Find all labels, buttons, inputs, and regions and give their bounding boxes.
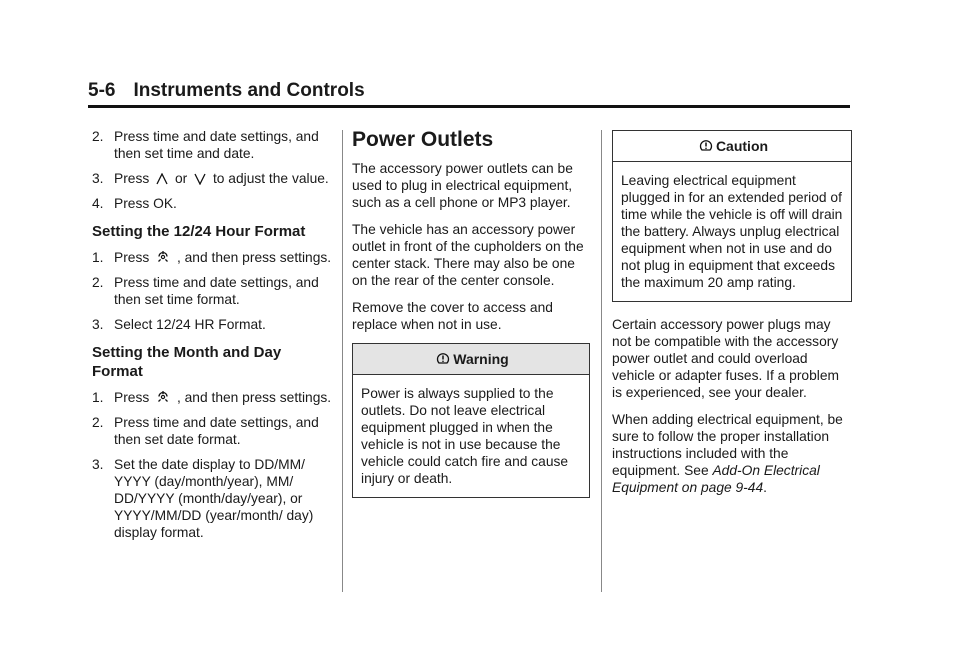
- step-number: 4.: [92, 196, 104, 211]
- heading-month-day-format: Setting the Month and Day Format: [92, 344, 282, 380]
- step-text: Set the date display to DD/MM/ YYYY (day/month/year), MM/ DD/YYYY (month/day/year), or YYYY/MM/DD (year/month/ day) display format.: [114, 457, 314, 540]
- caution-text: Leaving electrical equipment plugged in for an extended period of time while the vehicle is off will drain the battery. Always unplug electrical equipment when not in use and do not plug in equipment that exceeds the maximum 20 amp rating.: [621, 173, 843, 290]
- column-divider-1: [342, 130, 343, 592]
- step-text-post: to adjust the value.: [212, 171, 329, 186]
- step-item: [92, 274, 336, 308]
- paragraph: Certain accessory power plugs may not be compatible with the accessory power outlet and could overload vehicle or adapter fuses. If a problem is experienced, see your dealer.: [612, 317, 840, 400]
- chevron-up-icon: [156, 173, 168, 185]
- step-number: 2.: [92, 275, 104, 290]
- warning-header: [353, 344, 589, 375]
- step-number: 1.: [92, 390, 104, 405]
- step-text-pre: Press: [114, 171, 150, 186]
- heading-12-24-format: Setting the 12/24 Hour Format: [92, 223, 306, 240]
- warning-text: Power is always supplied to the outlets. Do not leave electrical equipment plugged in when the vehicle is not in use because the vehicle could catch fire and cause injury or death.: [361, 386, 569, 486]
- page-header: [88, 80, 850, 102]
- step-item: [92, 128, 336, 162]
- paragraph-end: .: [763, 480, 767, 495]
- warning-box: [352, 343, 590, 498]
- step-text: Select 12/24 HR Format.: [114, 317, 266, 332]
- step-text-mid: or: [174, 171, 188, 186]
- caution-header: [613, 131, 851, 162]
- section-title: Instruments and Controls: [133, 80, 365, 101]
- step-text: Press time and date settings, and then set time format.: [114, 275, 319, 307]
- step-item: [92, 389, 336, 406]
- step-number: 3.: [92, 317, 104, 332]
- column-divider-2: [601, 130, 602, 592]
- step-number: 1.: [92, 250, 104, 265]
- step-text-post: , and then press settings.: [176, 390, 332, 405]
- step-item: [92, 316, 336, 333]
- step-text: Press time and date settings, and then set time and date.: [114, 129, 319, 161]
- chevron-down-icon: [194, 173, 206, 185]
- section-number: 5-6: [88, 80, 116, 101]
- warning-label: Warning: [453, 351, 509, 367]
- warning-icon: [436, 352, 450, 366]
- header-rule: [88, 105, 850, 108]
- paragraph: The accessory power outlets can be used to plug in electrical equipment, such as a cell phone or MP3 player.: [352, 161, 573, 210]
- step-text-pre: Press: [114, 390, 150, 405]
- step-text-pre: Press: [114, 250, 150, 265]
- config-icon: [156, 250, 170, 264]
- step-item: [92, 414, 336, 448]
- step-item: [92, 249, 336, 266]
- caution-label: Caution: [715, 138, 769, 154]
- paragraph: Remove the cover to access and replace when not in use.: [352, 300, 553, 332]
- column-middle: [352, 128, 590, 512]
- step-number: 3.: [92, 171, 104, 186]
- step-number: 3.: [92, 457, 104, 472]
- config-icon: [156, 390, 170, 404]
- step-item: [92, 195, 336, 212]
- caution-box: [612, 130, 852, 302]
- step-text: Press OK.: [114, 196, 177, 211]
- step-number: 2.: [92, 129, 104, 144]
- heading-power-outlets: Power Outlets: [352, 128, 494, 151]
- step-text: Press time and date settings, and then set date format.: [114, 415, 319, 447]
- step-item: [92, 456, 336, 541]
- paragraph: [612, 411, 852, 496]
- caution-icon: [699, 139, 713, 153]
- paragraph-text: When adding electrical equipment, be sure to follow the proper installation instructions included with the equipment. See: [612, 412, 843, 478]
- paragraph: The vehicle has an accessory power outlet in front of the cupholders on the center stack. There may also be one on the rear of the center console.: [352, 222, 584, 288]
- step-number: 2.: [92, 415, 104, 430]
- step-text-post: , and then press settings.: [176, 250, 332, 265]
- column-left: [92, 128, 336, 549]
- step-item: [92, 170, 336, 187]
- column-right: [612, 128, 852, 506]
- cross-reference-link[interactable]: Add-On Electrical Equipment on page 9-44: [612, 463, 820, 495]
